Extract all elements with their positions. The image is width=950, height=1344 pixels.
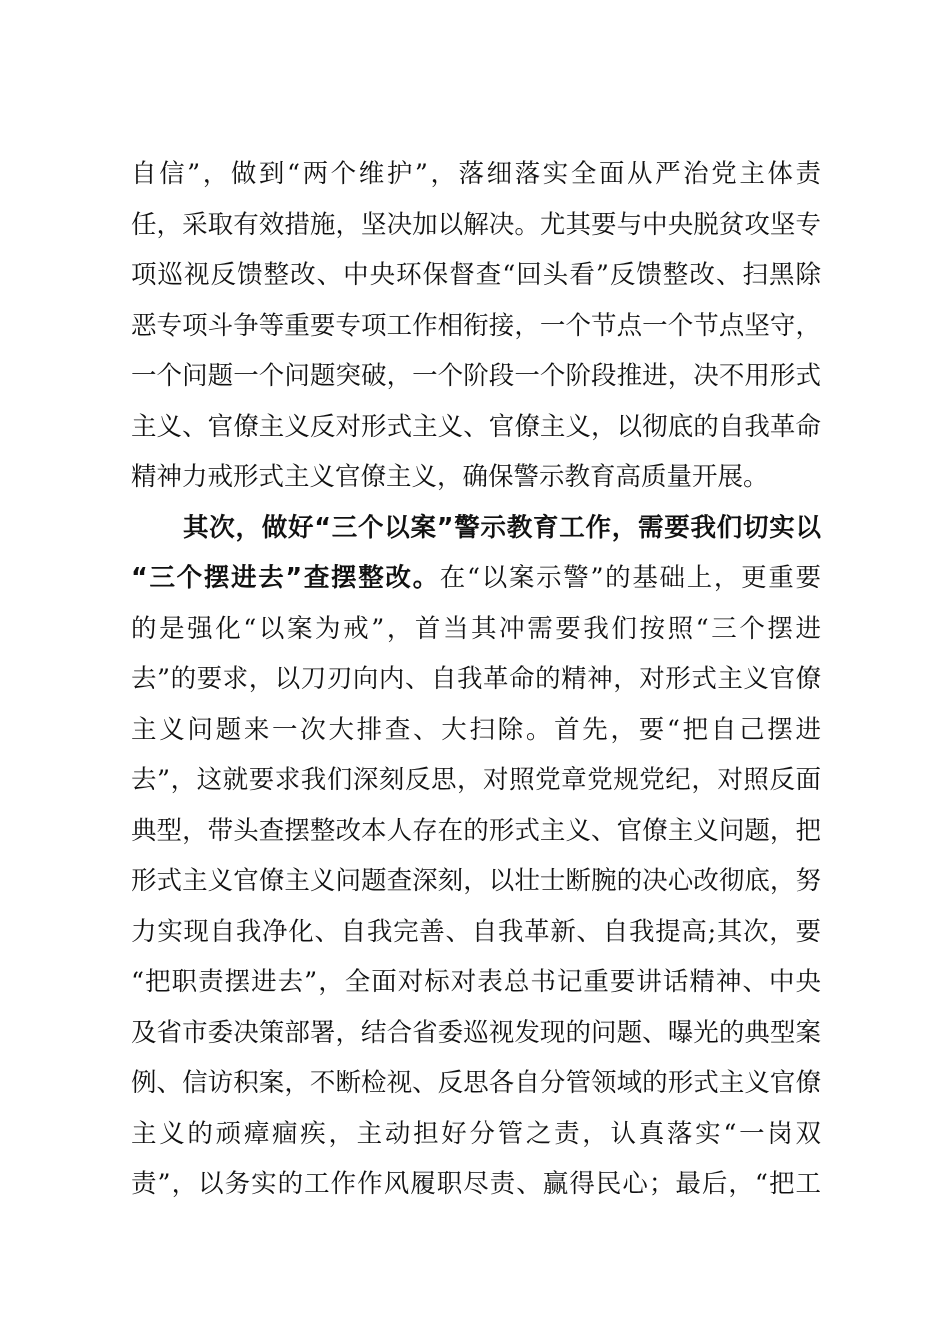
text-line: 典型，带头查摆整改本人存在的形式主义、官僚主义问题，把 (131, 815, 821, 846)
text-line: 及省市委决策部署，结合省委巡视发现的问题、曝光的典型案 (131, 1017, 821, 1048)
bold-heading-line: 其次，做好“三个以案”警示教育工作，需要我们切实以 (183, 512, 821, 543)
text-line: 责”，以务实的工作作风履职尽责、赢得民心；最后，“把工 (131, 1169, 821, 1199)
text-line: 例、信访积案，不断检视、反思各自分管领域的形式主义官僚 (131, 1068, 821, 1098)
text-line: 的是强化“以案为戒”，首当其冲需要我们按照“三个摆进 (131, 613, 821, 644)
text-line: 一个问题一个问题突破，一个阶段一个阶段推进，决不用形式 (131, 361, 821, 391)
text-line: 主义的顽瘴痼疾，主动担好分管之责，认真落实“一岗双 (131, 1118, 821, 1149)
text-line: 任，采取有效措施，坚决加以解决。尤其要与中央脱贫攻坚专 (131, 209, 821, 240)
text-line (131, 556, 821, 607)
text-line: 形式主义官僚主义问题查深刻，以壮士断腕的决心改彻底，努 (131, 866, 821, 896)
text-line: 去”的要求，以刀刃向内、自我革命的精神，对形式主义官僚 (131, 664, 821, 694)
document-body (131, 152, 821, 1213)
text-line: 力实现自我净化、自我完善、自我革新、自我提高;其次，要 (131, 916, 821, 947)
text-line: “把职责摆进去”，全面对标对表总书记重要讲话精神、中央 (131, 967, 821, 997)
text-line: 主义问题来一次大排查、大扫除。首先，要“把自己摆进 (131, 714, 821, 745)
text-line: 自信”，做到“两个维护”，落细落实全面从严治党主体责 (131, 159, 821, 189)
text-line: 恶专项斗争等重要专项工作相衔接，一个节点一个节点坚守， (131, 310, 821, 341)
text-segment: 在“以案示警”的基础上，更重要 (439, 563, 821, 593)
bold-heading-text: “三个摆进去”查摆整改。 (131, 563, 440, 593)
text-line: 主义、官僚主义反对形式主义、官僚主义，以彻底的自我革命 (131, 411, 821, 442)
text-line: 去”，这就要求我们深刻反思，对照党章党规党纪，对照反面 (131, 765, 821, 795)
text-line: 项巡视反馈整改、中央环保督查“回头看”反馈整改、扫黑除 (131, 260, 821, 290)
text-line: 精神力戒形式主义官僚主义，确保警示教育高质量开展。 (131, 462, 769, 492)
